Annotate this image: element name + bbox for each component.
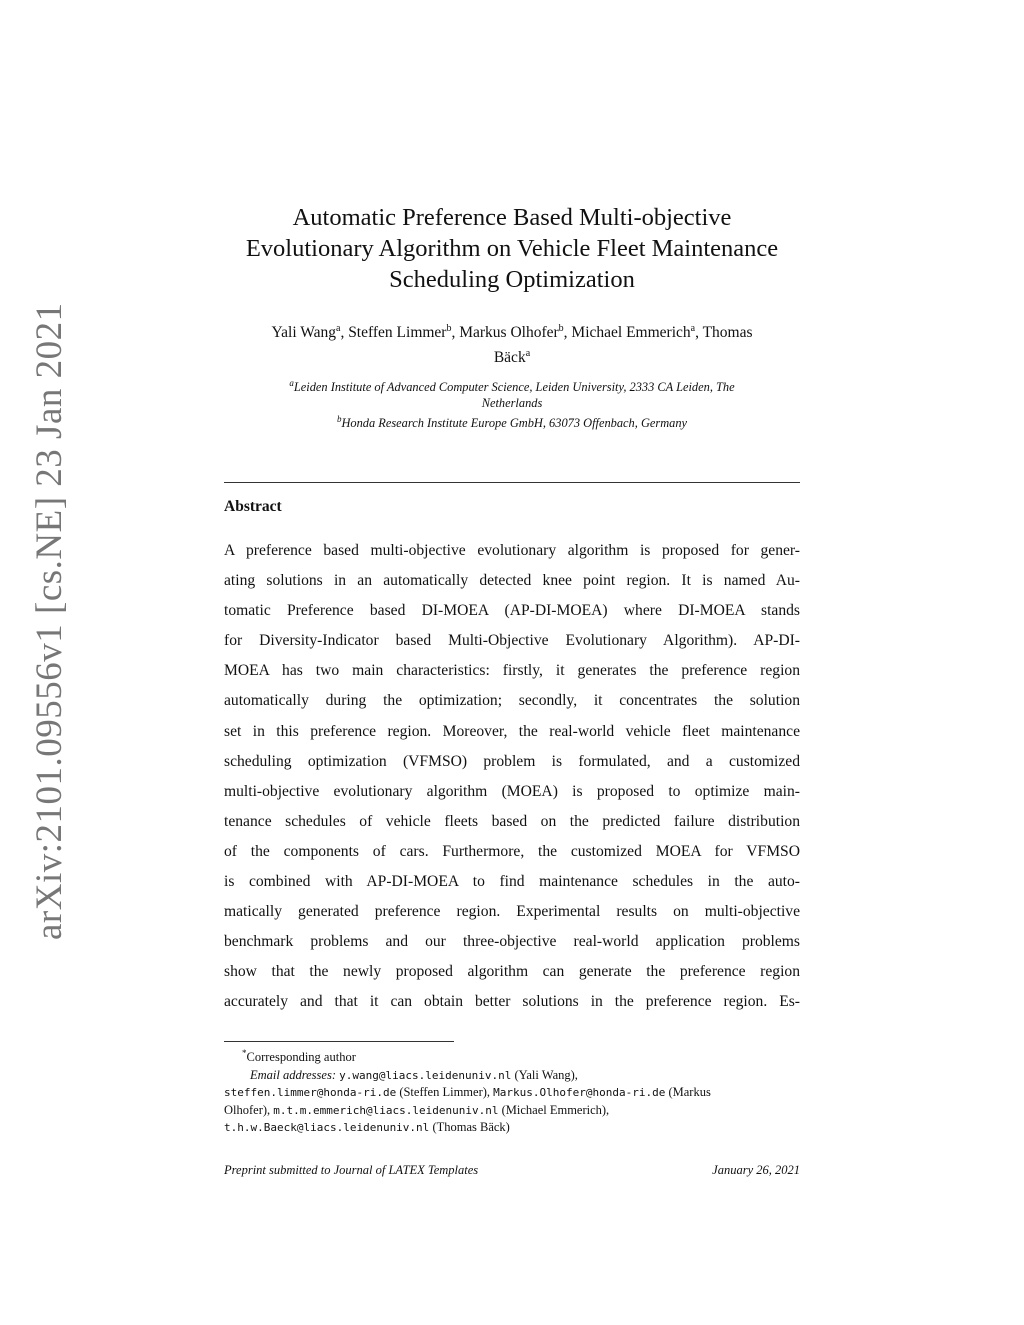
affiliation-a [222,375,802,395]
email-link[interactable]: y.wang@liacs.leidenuniv.nl [339,1068,512,1082]
abstract-line: scheduling optimization (VFMSO) problem is formulated, and a customized [224,752,800,770]
email-owner: (Michael Emmerich), [501,1102,610,1117]
abstract-line: matically generated preference region. Experimental results on multi-objective [224,903,800,921]
affil-mark: a [289,378,294,388]
affiliation-text: Leiden Institute of Advanced Computer Science, Leiden University, 2333 CA Leiden, The [293,380,735,395]
title-line: Evolutionary Algorithm on Vehicle Fleet Maintenance [245,235,779,262]
author-name: Bäck [493,349,526,367]
abstract-line: show that the newly proposed algorithm can generate the preference region [224,963,800,981]
author-line-2 [222,343,802,368]
email-owner: (Thomas Bäck) [432,1120,510,1135]
footnote-mark: * [242,1048,247,1058]
abstract-line: of the components of cars. Furthermore, the customized MOEA for VFMSO [224,842,800,860]
abstract-line: multi-objective evolutionary algorithm (MOEA) is proposed to optimize main- [224,782,800,800]
email-owner: (Markus [668,1085,711,1100]
affil-mark: b [336,414,342,425]
footer-date: January 26, 2021 [712,1163,800,1177]
author-name: Markus Olhofer [459,324,559,342]
email-line-3 [224,1102,800,1120]
email-owner: Olhofer), [224,1102,271,1117]
email-line-1 [224,1067,800,1085]
page-footer [224,1163,800,1178]
arxiv-stamp-text: arXiv:2101.09556v1 [cs.NE] 23 Jan 2021 [29,302,70,940]
abstract-line: tomatic Preference based DI-MOEA (AP-DI-MOEA) where DI-MOEA stands [224,602,800,620]
paper-title [200,202,824,295]
author-affil-mark: a [335,323,341,334]
author-name: Thomas [702,324,753,342]
footnote-text: Corresponding author [246,1050,356,1065]
abstract-line: set in this preference region. Moreover, the real-world vehicle fleet maintenance [224,722,800,740]
abstract-line: ating solutions in an automatically detected knee point region. It is named Au- [224,572,800,590]
author-affil-mark: b [558,323,564,334]
author-name: Steffen Limmer [348,324,447,342]
affiliation-a-cont: Netherlands [481,396,543,411]
abstract-body [224,536,800,1018]
email-link[interactable]: m.t.m.emmerich@liacs.leidenuniv.nl [273,1103,499,1117]
abstract-line: A preference based multi-objective evolutionary algorithm is proposed for gener- [224,542,800,559]
email-owner: (Yali Wang), [514,1067,578,1082]
title-line: Automatic Preference Based Multi-objective [292,204,732,231]
email-line-4 [224,1119,800,1137]
affiliations [222,375,802,431]
footnotes [224,1045,800,1137]
footnote-rule [224,1041,454,1042]
abstract-rule [224,482,800,483]
abstract-line: for Diversity-Indicator based Multi-Objective Evolutionary Algorithm). AP-DI- [224,632,800,650]
abstract-line: automatically during the optimization; secondly, it concentrates the solution [224,692,800,710]
abstract-line: accurately and that it can obtain better solutions in the preference region. Es- [224,993,800,1011]
abstract-line: tenance schedules of vehicle fleets based on the predicted failure distribution [224,812,800,830]
email-link[interactable]: Markus.Olhofer@honda-ri.de [493,1086,666,1100]
author-affil-mark: a [525,348,531,360]
email-link[interactable]: t.h.w.Baeck@liacs.leidenuniv.nl [224,1121,430,1135]
abstract-line: is combined with AP-DI-MOEA to find maintenance schedules in the auto- [224,873,800,891]
email-label: Email addresses: [250,1067,336,1082]
email-owner: (Steffen Limmer), [399,1085,491,1100]
author-affil-mark: b [446,323,452,334]
abstract-line: benchmark problems and our three-objective real-world application problems [224,933,800,951]
author-name: Michael Emmerich [571,324,691,342]
author-line-1: Yali Wang$^a$, Steffen Limmer$^b$, Markus Olhofer$^b$, Michael Emmerich$^a$, Thomas [271,323,753,342]
preprint-note: Preprint submitted to Journal of LATEX Templates [224,1163,479,1177]
author-list [222,318,802,368]
email-link[interactable]: steffen.limmer@honda-ri.de [224,1086,397,1100]
abstract-heading: Abstract [224,498,282,515]
affiliation-text: Honda Research Institute Europe GmbH, 63073 Offenbach, Germany [341,416,688,431]
title-line: Scheduling Optimization [389,266,635,293]
email-line-2 [224,1084,800,1102]
abstract-line: MOEA has two main characteristics: firstly, it generates the preference region [224,662,800,680]
author-affil-mark: a [690,323,696,334]
corresponding-author-note [224,1045,800,1067]
author-name: Yali Wang [271,324,336,342]
affiliation-b [222,411,802,431]
